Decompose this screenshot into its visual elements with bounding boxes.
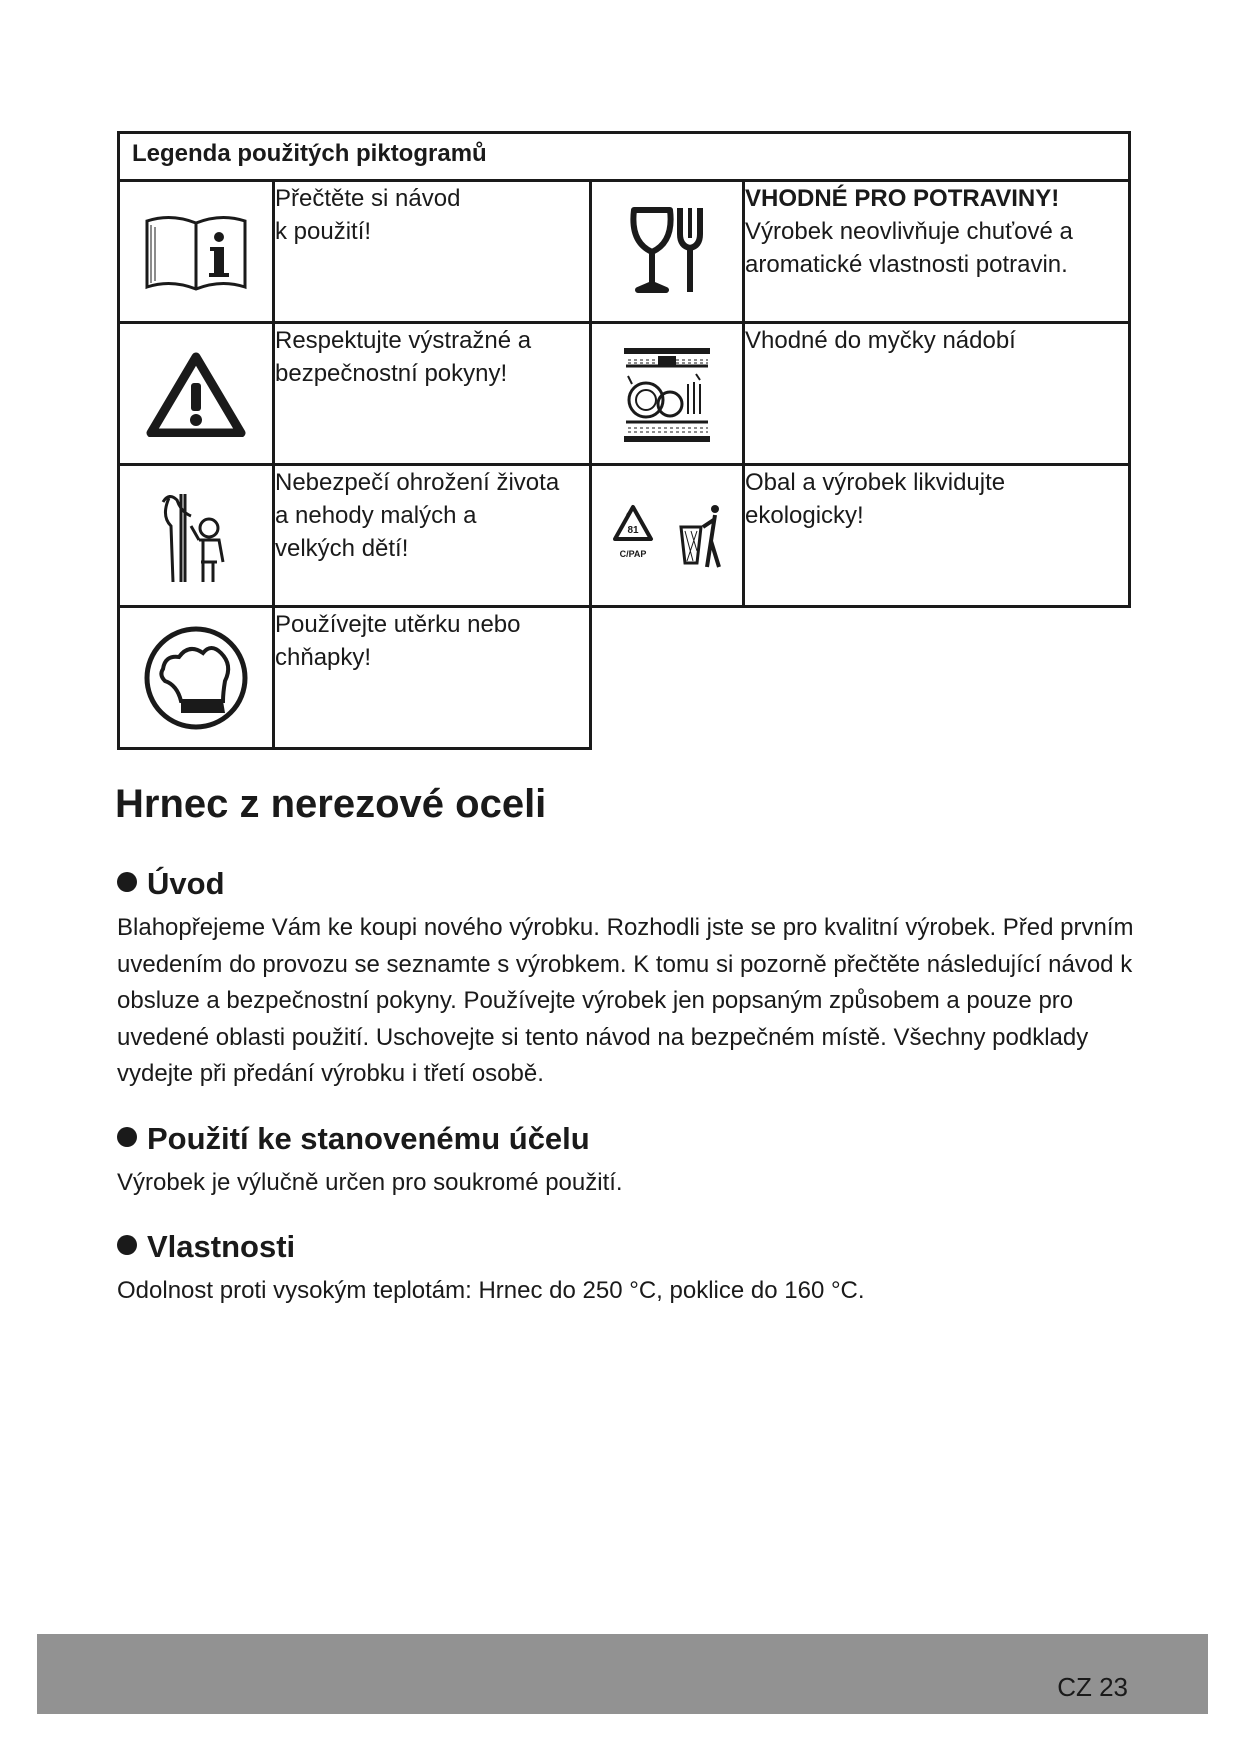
section-text-properties: Odolnost proti vysokým teplotám: Hrnec do 250 °C, poklice do 160 °C. <box>117 1277 865 1304</box>
section-heading-properties: Vlastnosti <box>117 1229 295 1265</box>
bullet-icon <box>117 1235 137 1255</box>
legend-icon-cell <box>591 465 744 607</box>
section-text-intro: Blahopřejeme Vám ke koupi nového výrobku. Rozhodli jste se pro kvalitní výrobek. Před prvním uvedením do provozu se seznamte s výrobkem. K tomu si pozorně přečtěte následující návod k obsluze a bezpečnostní pokyny. Používejte výrobek jen popsaným způsobem a pouze pro uvedené oblasti použití. Uschovejte si tento návod na bezpečném místě. Všechny podklady vydejte při předání výrobku i třetí osobě. <box>117 914 1134 1087</box>
info-book-icon <box>141 209 251 295</box>
section-heading-intro: Úvod <box>117 866 225 902</box>
warning-icon <box>146 351 246 437</box>
recycle-code: 81 <box>627 524 639 536</box>
oven-mitt-icon <box>141 623 251 733</box>
legend-icon-cell <box>119 323 274 465</box>
legend-text-dishwasher: Vhodné do myčky nádobí <box>744 323 1130 465</box>
page-footer <box>37 1634 1208 1714</box>
page-number: CZ 23 <box>1057 1672 1128 1702</box>
page-title: Hrnec z nerezové oceli <box>115 782 547 826</box>
legend-icon-cell <box>119 607 274 749</box>
legend-text-warning: Respektujte výstražné a bezpečnostní pokyny! <box>274 323 591 465</box>
legend-title: Legenda použitých piktogramů <box>119 133 1130 181</box>
legend-text-read-manual: Přečtěte si návod k použití! <box>274 181 591 323</box>
child-danger-icon <box>151 486 241 586</box>
legend-text-child-danger: Nebezpečí ohrožení života a nehody malých a velkých dětí! <box>274 465 591 607</box>
legend-icon-cell <box>119 181 274 323</box>
recycle-icon <box>607 501 727 571</box>
legend-icon-cell <box>591 181 744 323</box>
legend-text-oven-mitt: Používejte utěrku nebo chňapky! <box>274 607 591 749</box>
legend-icon-cell <box>119 465 274 607</box>
recycle-label: C/PAP <box>619 548 647 559</box>
section-text-intended-use: Výrobek je výlučně určen pro soukromé použití. <box>117 1169 623 1196</box>
legend-icon-cell <box>591 323 744 465</box>
food-safe-icon <box>622 204 712 299</box>
bullet-icon <box>117 872 137 892</box>
bullet-icon <box>117 1127 137 1147</box>
pictogram-legend-table <box>117 131 1131 750</box>
dishwasher-icon <box>622 344 712 444</box>
section-heading-intended-use: Použití ke stanovenému účelu <box>117 1121 590 1157</box>
legend-text-recycle: Obal a výrobek likvidujte ekologicky! <box>744 465 1130 607</box>
legend-text-food-safe: VHODNÉ PRO POTRAVINY! Výrobek neovlivňuje chuťové a aromatické vlastnosti potravin. <box>744 181 1130 323</box>
